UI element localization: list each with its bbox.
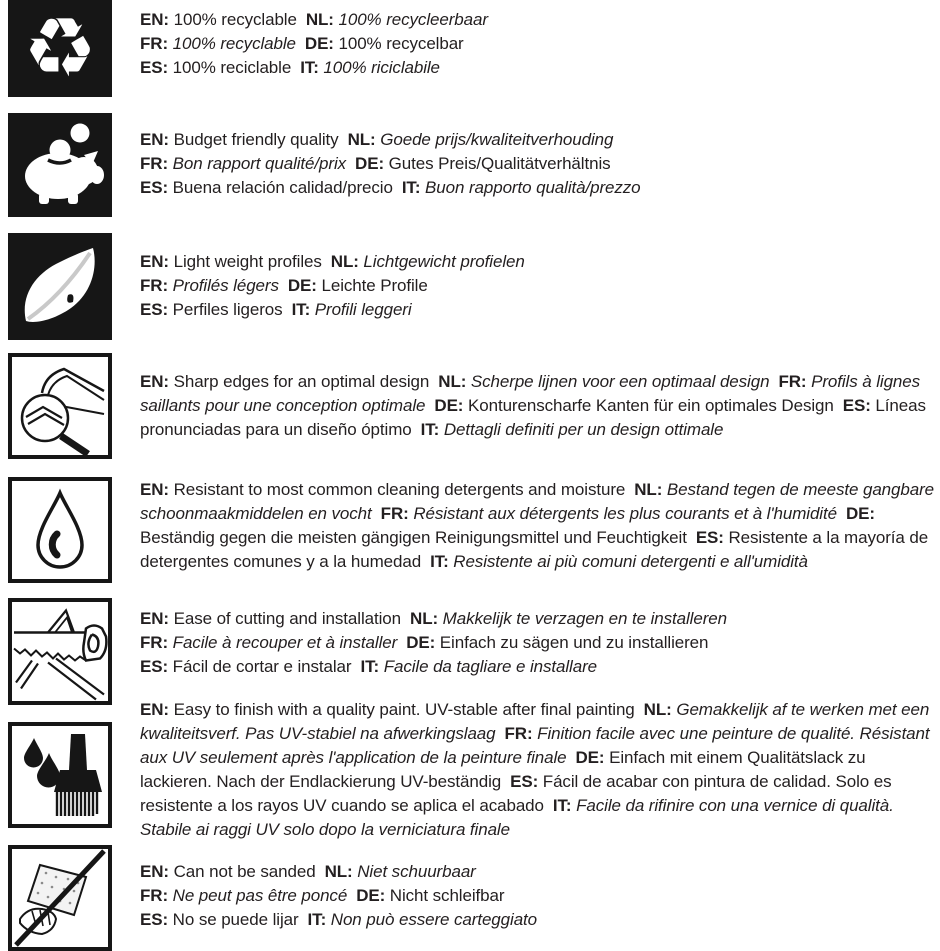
lang-segment [308, 910, 537, 929]
lang-code: IT: [360, 657, 380, 676]
feature-description: Beständig gegen die meisten gängigen Reinigungsmittel und Feuchtigkeit [140, 528, 687, 547]
lang-code: FR: [140, 886, 169, 905]
feature-description: Bestand tegen de meeste gangbare schoonmaakmiddelen en vocht [140, 480, 935, 523]
feature-description: Resistente ai più comuni detergenti e all'umidità [448, 552, 808, 571]
feature-description: Dettagli definiti per un design ottimale [439, 420, 724, 439]
lang-code: DE: [406, 633, 436, 652]
feature-description: Einfach zu sägen und zu installieren [435, 633, 709, 652]
lang-code: EN: [140, 480, 169, 499]
feature-description: 100% riciclabile [318, 58, 440, 77]
feature-description: 100% recycelbar [333, 34, 464, 53]
feature-description: Goede prijs/kwaliteitverhouding [375, 130, 614, 149]
feature-description: Líneas pronunciadas para un diseño óptimo [140, 396, 926, 439]
feature-description: Easy to finish with a quality paint. UV-stable after final painting [168, 700, 635, 719]
lang-segment [140, 910, 299, 929]
lang-segment [140, 300, 283, 319]
lang-segment [438, 372, 769, 391]
lang-code: NL: [305, 10, 334, 29]
lang-segment [430, 552, 808, 571]
feature-description: 100% reciclable [168, 58, 292, 77]
lang-segment [306, 10, 488, 29]
sharp-edges-icon [8, 353, 112, 459]
lang-code: FR: [140, 276, 169, 295]
lang-code: FR: [504, 724, 533, 743]
feature-description: Buena relación calidad/precio [168, 178, 393, 197]
feature-description: Makkelijk te verzagen en te installeren [438, 609, 727, 628]
lang-segment [381, 504, 837, 523]
lang-segment [140, 154, 346, 173]
feature-description: Ease of cutting and installation [168, 609, 402, 628]
feature-description: Facile da tagliare e installare [379, 657, 597, 676]
lang-code: DE: [845, 504, 875, 523]
lang-segment [410, 609, 727, 628]
lang-segment [140, 700, 635, 719]
water-drop-icon [8, 477, 112, 583]
feature-description: 100% recyclable [168, 34, 296, 53]
lang-code: DE: [304, 34, 334, 53]
lang-segment [140, 34, 296, 53]
lang-segment [140, 178, 393, 197]
lang-segment [140, 480, 625, 499]
feature-description: Fácil de acabar con pintura de calidad. Solo es resistente a los rayos UV cuando se aplica el acabado [140, 772, 892, 815]
lang-segment [406, 633, 708, 652]
feature-text-recyclable [140, 8, 935, 80]
lang-code: NL: [410, 609, 439, 628]
lang-segment [402, 178, 641, 197]
lang-code: FR: [778, 372, 807, 391]
lang-code: ES: [140, 178, 169, 197]
feature-description: Facile da rifinire con una vernice di qualità. Stabile ai raggi UV solo dopo la verniciatura finale [140, 796, 894, 839]
lang-code: FR: [140, 633, 169, 652]
lang-segment [300, 58, 440, 77]
lang-code: ES: [510, 772, 539, 791]
feature-description: Einfach mit einem Qualitätslack zu lackieren. Nach der Endlackierung UV-beständig [140, 748, 866, 791]
feature-description: Sharp edges for an optimal design [168, 372, 430, 391]
lang-code: DE: [355, 154, 385, 173]
feature-description: Bon rapport qualité/prix [168, 154, 347, 173]
recycle-icon [8, 0, 112, 97]
feature-text-paint [140, 698, 935, 842]
feature-description: Profilés légers [168, 276, 279, 295]
lang-segment [140, 862, 316, 881]
feature-description: Facile à recouper et à installer [168, 633, 398, 652]
feature-description: Leichte Profile [316, 276, 428, 295]
feature-description: Profils à lignes saillants pour une conception optimale [140, 372, 921, 415]
lang-code: FR: [140, 34, 169, 53]
lang-code: EN: [140, 252, 169, 271]
lang-code: IT: [552, 796, 572, 815]
feature-text-cutting [140, 607, 935, 679]
feature-text-moisture [140, 478, 935, 574]
lang-code: ES: [140, 300, 169, 319]
lang-segment [348, 130, 614, 149]
lang-code: EN: [140, 372, 169, 391]
lang-code: EN: [140, 862, 169, 881]
feature-text-sharp-edges [140, 370, 935, 442]
lang-segment [421, 420, 724, 439]
lang-code: ES: [140, 657, 169, 676]
recycle-glyph: ♻ [23, 0, 97, 96]
lang-segment [325, 862, 476, 881]
lang-segment [140, 276, 279, 295]
saw-cutting-icon [8, 598, 112, 705]
lang-code: NL: [347, 130, 376, 149]
feature-description: Scherpe lijnen voor een optimaal design [466, 372, 770, 391]
feature-description: Resistente a la mayoría de detergentes comunes y a la humedad [140, 528, 929, 571]
lang-code: ES: [140, 910, 169, 929]
lang-code: NL: [634, 480, 663, 499]
piggy-bank-icon [8, 113, 112, 217]
leaf-icon [8, 233, 112, 340]
lang-code: DE: [575, 748, 605, 767]
lang-segment [434, 396, 833, 415]
lang-code: ES: [695, 528, 724, 547]
lang-segment [355, 154, 610, 173]
lang-code: IT: [420, 420, 440, 439]
feature-description: Niet schuurbaar [352, 862, 476, 881]
feature-description: Budget friendly quality [168, 130, 339, 149]
lang-code: DE: [434, 396, 464, 415]
lang-segment [140, 372, 429, 391]
feature-description: Ne peut pas être poncé [168, 886, 348, 905]
lang-segment [288, 276, 428, 295]
lang-code: NL: [330, 252, 359, 271]
lang-code: NL: [438, 372, 467, 391]
lang-segment [140, 609, 401, 628]
feature-description: Résistant aux détergents les plus courants et à l'humidité [408, 504, 837, 523]
lang-segment [356, 886, 504, 905]
feature-description: Light weight profiles [168, 252, 322, 271]
lang-code: FR: [140, 154, 169, 173]
feature-description: Fácil de cortar e instalar [168, 657, 352, 676]
lang-segment [292, 300, 412, 319]
lang-segment [331, 252, 525, 271]
feature-description: Can not be sanded [168, 862, 316, 881]
feature-description: Konturenscharfe Kanten für ein optimales Design [463, 396, 834, 415]
feature-description: Non può essere carteggiato [326, 910, 538, 929]
paint-brush-icon [8, 722, 112, 828]
lang-segment [140, 58, 291, 77]
lang-code: IT: [300, 58, 319, 77]
feature-description: Nicht schleifbar [385, 886, 505, 905]
lang-code: IT: [291, 300, 311, 319]
lang-code: IT: [430, 552, 449, 571]
lang-segment [360, 657, 597, 676]
lang-code: IT: [401, 178, 421, 197]
lang-code: FR: [380, 504, 409, 523]
lang-code: IT: [307, 910, 327, 929]
lang-code: EN: [140, 130, 169, 149]
lang-code: ES: [140, 58, 169, 77]
feature-description: Gemakkelijk af te werken met een kwaliteitsverf. Pas UV-stabiel na afwerkingslaag [140, 700, 930, 743]
lang-segment [140, 10, 297, 29]
lang-segment [140, 252, 322, 271]
lang-segment [140, 886, 347, 905]
lang-segment [140, 657, 351, 676]
lang-segment [140, 130, 339, 149]
feature-description: Finition facile avec une peinture de qualité. Résistant aux UV seulement après l'application de la peinture finale [140, 724, 930, 767]
feature-description: Lichtgewicht profielen [358, 252, 525, 271]
feature-description: Resistant to most common cleaning detergents and moisture [168, 480, 626, 499]
feature-text-no-sanding [140, 860, 935, 932]
feature-description: Buon rapporto qualità/prezzo [420, 178, 641, 197]
lang-segment [305, 34, 464, 53]
lang-code: EN: [140, 700, 169, 719]
no-sanding-icon [8, 845, 112, 951]
feature-description: Perfiles ligeros [168, 300, 283, 319]
feature-description: 100% recycleerbaar [333, 10, 488, 29]
lang-code: ES: [842, 396, 871, 415]
lang-code: EN: [140, 609, 169, 628]
lang-code: EN: [140, 10, 169, 29]
lang-code: DE: [287, 276, 317, 295]
lang-code: NL: [324, 862, 353, 881]
feature-text-budget [140, 128, 935, 200]
feature-description: 100% recyclable [168, 10, 297, 29]
feature-description: Gutes Preis/Qualitätverhältnis [384, 154, 611, 173]
lang-code: NL: [643, 700, 672, 719]
feature-text-lightweight [140, 250, 935, 322]
feature-description: No se puede lijar [168, 910, 299, 929]
lang-segment [140, 633, 397, 652]
lang-code: DE: [356, 886, 386, 905]
feature-description: Profili leggeri [310, 300, 412, 319]
